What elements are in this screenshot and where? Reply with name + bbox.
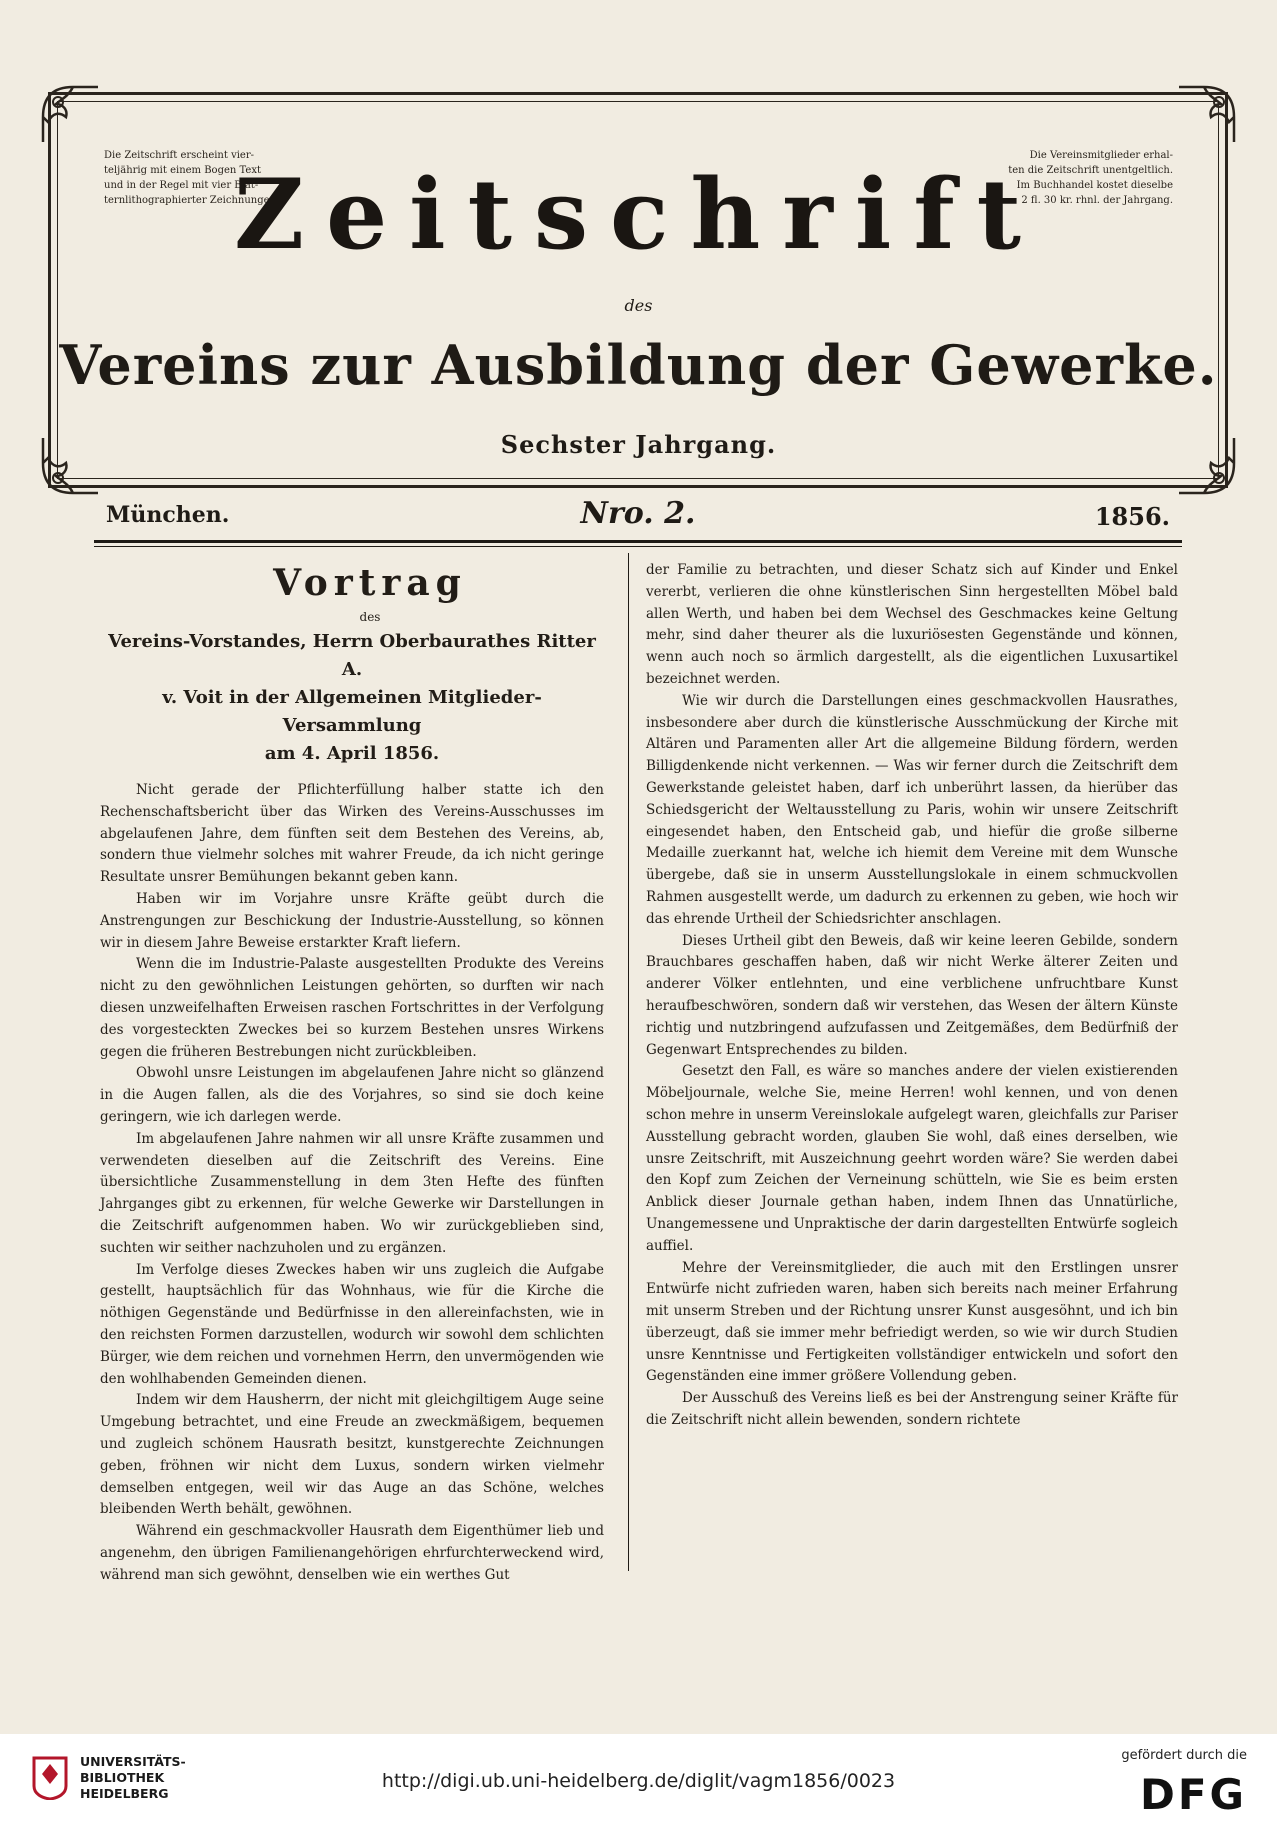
article-heading: Vortrag bbox=[273, 562, 467, 604]
ornament-corner-icon bbox=[1169, 82, 1239, 152]
issue-year: 1856. bbox=[1094, 502, 1170, 531]
digitization-footer bbox=[0, 1734, 1277, 1827]
article-column-left bbox=[100, 560, 604, 1586]
subscription-note-left: Die Zeitschrift erscheint vier- teljährig mit einem Bogen Text und in der Regel mit vier Blät- ternlithographierter Zeichnungen. bbox=[104, 150, 280, 206]
paragraph: Gesetzt den Fall, es wäre so manches andere der vielen existierenden Möbeljournale, welche Sie, meine Herren! wohl kennen, und von denen schon mehre in unserm Vereinslokale aufgelegt waren, gleichfalls zur Pariser Ausstellung gebracht worden, glauben Sie wohl, daß eines derselben, wie unsre Zeitschrift, mit Auszeichnung geehrt worden wäre? Sie werden dabei den Kopf zum Zeichen der Verneinung schütteln, wie Sie es beim ersten Anblick dieser Journale gethan haben, indem Ihnen das Unnatürliche, Unangemessene und Unpraktische der darin dargestellten Entwürfe sogleich auffiel. bbox=[646, 1063, 1178, 1254]
source-url-link[interactable]: http://digi.ub.uni-heidelberg.de/diglit/vagm1856/0023 bbox=[381, 1770, 896, 1792]
ornament-corner-icon bbox=[38, 82, 108, 152]
paragraph: Im abgelaufenen Jahre nahmen wir all unsre Kräfte zusammen und verwendeten dieselben auf die Zeitschrift des Vereins. Eine übersichtliche Zusammenstellung in dem 3ten Hefte des fünften Jahrganges gibt zu erkennen, für welche Gewerke wir Darstellungen in die Zeitschrift aufgenommen haben. Wo wir zurückgeblieben sind, suchten wir seither nachzuholen und zu ergänzen. bbox=[100, 1130, 604, 1256]
issue-number: Nro. 2. bbox=[580, 496, 696, 531]
issue-city: München. bbox=[106, 502, 230, 528]
column-divider bbox=[628, 553, 629, 1571]
subscription-note-right: Die Vereinsmitglieder erhal- ten die Zeitschrift unentgeltlich. Im Buchhandel kostet dieselbe 2 fl. 30 kr. rhnl. der Jahrgang. bbox=[1008, 150, 1173, 206]
article-column-right bbox=[646, 560, 1178, 1432]
masthead-subtitle: Vereins zur Ausbildung der Gewerke. bbox=[59, 333, 1218, 397]
paragraph: Obwohl unsre Leistungen im abgelaufenen Jahre nicht so glänzend in die Augen fallen, als die des Vorjahres, so sind sie doch keine geringern, wie ich darlegen werde. bbox=[100, 1065, 604, 1125]
paragraph: Wenn die im Industrie-Palaste ausgestellten Produkte des Vereins nicht zu den gewöhnlichen Leistungen gehörten, so durften wir nach diesen unzweifelhaften Erweisen raschen Fortschrittes in der Verfolgung des vorgesteckten Zweckes bei so kurzem Bestehen unsres Wirkens gegen die früheren Bestrebungen nicht zurückbleiben. bbox=[100, 956, 604, 1060]
issue-bar bbox=[94, 496, 1182, 536]
divider bbox=[94, 540, 1182, 543]
paragraph: Wie wir durch die Darstellungen eines geschmackvollen Hausrathes, insbesondere aber durch die künstlerische Ausschmückung der Kirche mit Altären und Paramenten aller Art die allgemeine Bildung fördern, werden Billigdenkende nicht verkennen. — Was wir ferner durch die Zeitschrift dem Gewerkstande geleistet haben, darf ich unberührt lassen, da hierüber das Schiedsgericht der Weltausstellung zu Paris, wohin wir unsere Zeitschrift eingesendet haben, den Entscheid gab, und hiefür die große silberne Medaille zuerkannt hat, welche ich hiemit dem Vereine mit dem Wunsche übergebe, daß sie in unserm Ausstellungslokale in einem schmuckvollen Rahmen ausgestellt werde, um dadurch zu erkennen zu geben, wie hoch wir das ehrende Urtheil der Schiedsrichter anschlagen. bbox=[646, 692, 1178, 927]
library-name: UNIVERSITÄTS- BIBLIOTHEK HEIDELBERG bbox=[80, 1754, 186, 1801]
dfg-logo: DFG bbox=[1139, 1770, 1247, 1819]
paragraph: Indem wir dem Hausherrn, der nicht mit gleichgiltigem Auge seine Umgebung betrachtet, und eine Freude an zweckmäßigem, bequemen und zugleich schönem Hausrath besitzt, kunstgerechte Zeichnungen geben, fröhnen wir nicht dem Luxus, sondern wirken vielmehr demselben entgegen, weil wir das Auge an das Schöne, welches bleibenden Werth behält, gewöhnen. bbox=[100, 1392, 604, 1518]
paragraph: Mehre der Vereinsmitglieder, die auch mit den Erstlingen unsrer Entwürfe nicht zufrieden waren, haben sich bereits nach meiner Erfahrung mit unserm Streben und der Richtung unsrer Kunst ausgesöhnt, und ich bin überzeugt, daß sie immer mehr befriedigt werden, so wie wir durch Studien unsre Kenntnisse und Fertigkeiten vollständiger entwickeln und sofort den Gegenständen eine immer größere Vollendung geben. bbox=[646, 1259, 1178, 1385]
paragraph: Im Verfolge dieses Zweckes haben wir uns zugleich die Aufgabe gestellt, hauptsächlich für das Wohnhaus, wie für die Kirche die nöthigen Gegenstände und Bedürfnisse in den allereinfachsten, wie in den reichsten Formen darzustellen, wodurch wir sowohl dem schlichten Bürger, wie dem reichen und vornehmen Herrn, den unvermögenden wie den wohlhabenden Gemeinden dienen. bbox=[100, 1261, 604, 1387]
article-heading-des: des bbox=[359, 610, 381, 624]
article-subheading: Vereins-Vorstandes, Herrn Oberbaurathes Ritter A. v. Voit in der Allgemeinen Mitglieder-Versammlung am 4. April 1856. bbox=[108, 631, 596, 764]
paragraph: Nicht gerade der Pflichterfüllung halber statte ich den Rechenschaftsbericht über das Wirken des Vereins-Ausschusses im abgelaufenen Jahre, dem fünften seit dem Bestehen des Vereins, ab, sondern thue vielmehr solches mit wahrer Freude, da ich nicht geringe Resultate unsrer Bemühungen bekannt geben kann. bbox=[100, 782, 604, 886]
paragraph: Während ein geschmackvoller Hausrath dem Eigenthümer lieb und angenehm, den übrigen Familienangehörigen ehrfurchterweckend wird, während man sich gewöhnt, denselben wie ein werthes Gut bbox=[100, 1523, 604, 1583]
paragraph: Der Ausschuß des Vereins ließ es bei der Anstrengung seiner Kräfte für die Zeitschrift nicht allein bewenden, sondern richtete bbox=[646, 1390, 1178, 1429]
paragraph: Dieses Urtheil gibt den Beweis, daß wir keine leeren Gebilde, sondern Brauchbares geschaffen haben, daß wir nicht Werke älterer Zeiten und anderer Völker entlehnten, und eine verblichene unfruchtbare Kunst heraufbeschwören, sondern daß wir verstehen, das Wesen der ältern Künste richtig und nutzbringend aufzufassen und Zeitgemäßes, dem Bedürfniß der Gegenwart Entsprechendes zu bilden. bbox=[646, 932, 1178, 1058]
paragraph: der Familie zu betrachten, und dieser Schatz sich auf Kinder und Enkel vererbt, verlieren die ohne künstlerischen Sinn hergestellten Möbel bald allen Werth, und haben bei dem Wechsel des Geschmackes keine Geltung mehr, sind daher theurer als die luxuriösesten Gegenstände und können, wenn auch noch so ärmlich dargestellt, als die eigentlichen Luxusartikel bezeichnet werden. bbox=[646, 562, 1178, 687]
masthead-des: des bbox=[624, 296, 653, 315]
divider bbox=[94, 546, 1182, 547]
masthead-title: Zeitschrift bbox=[234, 158, 1043, 271]
volume-label: Sechster Jahrgang. bbox=[500, 430, 777, 459]
funded-by-label: gefördert durch die bbox=[1121, 1748, 1247, 1763]
paragraph: Haben wir im Vorjahre unsre Kräfte geübt durch die Anstrengungen zur Beschickung der Industrie-Ausstellung, so können wir in diesem Jahre Beweise erstarkter Kraft liefern. bbox=[100, 890, 604, 951]
